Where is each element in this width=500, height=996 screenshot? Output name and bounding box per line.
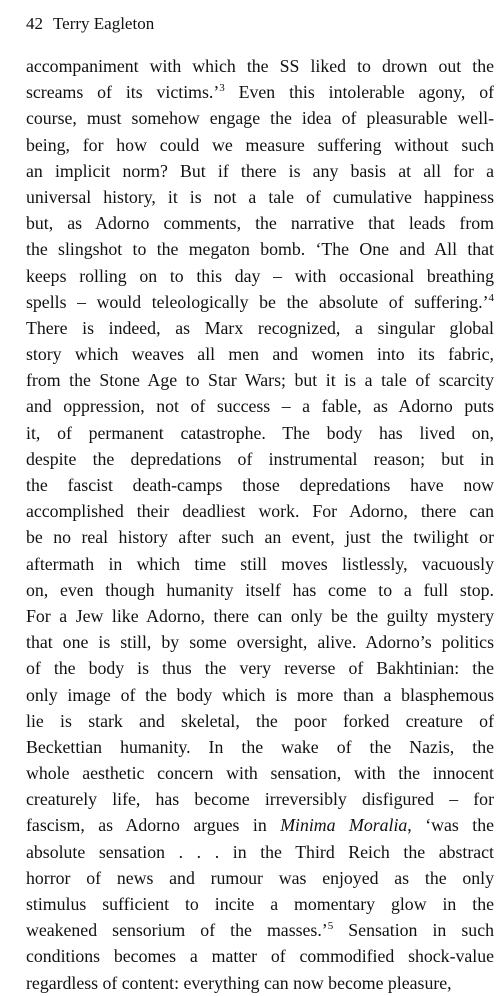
text-line: an implicit norm? But if there is any basis at all for a	[26, 160, 494, 181]
text-line: weakened sensorium of the masses.’$^5$ Sensation in such	[26, 920, 494, 941]
text-line: despite the depredations of instrumental reason; but in	[26, 448, 494, 469]
text-line: conditions becomes a matter of commodified shock-value	[26, 946, 494, 967]
footnote-marker: 3	[219, 82, 225, 95]
text-line: horror of news and rumour was enjoyed as the only	[26, 867, 494, 888]
text-line: whole aesthetic concern with sensation, with the innocent	[26, 763, 494, 784]
text-line: course, must somehow engage the idea of pleasurable well-	[26, 108, 494, 129]
text-line: from the Stone Age to Star Wars; but it is a tale of scarcity	[26, 370, 494, 391]
running-head-author: Terry Eagleton	[52, 14, 155, 33]
text-line: lie is stark and skeletal, the poor forked creature of	[26, 710, 494, 731]
footnote-marker: 4	[488, 291, 494, 304]
text-line: accompaniment with which the SS liked to drown out the	[26, 56, 494, 76]
text-line: fascism, as Adorno argues in Minima Moralia, ‘was the	[26, 815, 494, 836]
text-line: creaturely life, has become irreversibly disfigured – for	[26, 789, 494, 810]
text-line: keeps rolling on to this day – with occasional breathing	[26, 265, 494, 286]
text-line: being, for how could we measure suffering without such	[26, 134, 494, 155]
text-line: of the body is thus the very reverse of Bakhtinian: the	[26, 658, 494, 679]
text-line: Beckettian humanity. In the wake of the Nazis, the	[26, 736, 494, 757]
text-line: stimulus sufficient to incite a momentary glow in the	[26, 894, 494, 914]
text-line: There is indeed, as Marx recognized, a singular global	[26, 317, 494, 338]
text-line: universal history, it is not a tale of cumulative happiness	[26, 186, 494, 207]
text-line: on, even though humanity itself has come to a full stop.	[26, 579, 494, 600]
footnote-marker: 5	[327, 920, 334, 933]
text-line: only image of the body which is more than a blasphemous	[26, 684, 494, 705]
text-line: screams of its victims.’$^3$ Even this intolerable agony, of	[26, 82, 494, 103]
running-head	[26, 14, 154, 34]
text-line: spells – would teleologically be the absolute of suffering.’$^4$	[26, 291, 494, 312]
page-number: 42	[26, 14, 43, 33]
text-line: For a Jew like Adorno, there can only be the guilty mystery	[26, 605, 494, 626]
text-line: that one is still, by some oversight, alive. Adorno’s politics	[26, 632, 494, 653]
text-line: but, as Adorno comments, the narrative that leads from	[26, 213, 494, 234]
text-line: the slingshot to the megaton bomb. ‘The One and All that	[26, 239, 494, 260]
text-line: and oppression, not of success – a fable, as Adorno puts	[26, 396, 494, 417]
body-text	[26, 53, 494, 996]
text-line: aftermath in which time still moves listlessly, vacuously	[26, 553, 494, 574]
text-line: absolute sensation . . . in the Third Reich the abstract	[26, 841, 494, 862]
text-line: story which weaves all men and women into its fabric,	[26, 344, 494, 365]
text-line: regardless of content: everything can now become pleasure,	[26, 972, 452, 993]
text-line: accomplished their deadliest work. For Adorno, there can	[26, 501, 494, 522]
text-line: it, of permanent catastrophe. The body has lived on,	[26, 422, 494, 443]
text-line: the fascist death-camps those depredations have now	[26, 475, 494, 495]
text-line: be no real history after such an event, just the twilight or	[26, 527, 494, 548]
book-title-italic: Minima Moralia	[280, 815, 408, 836]
